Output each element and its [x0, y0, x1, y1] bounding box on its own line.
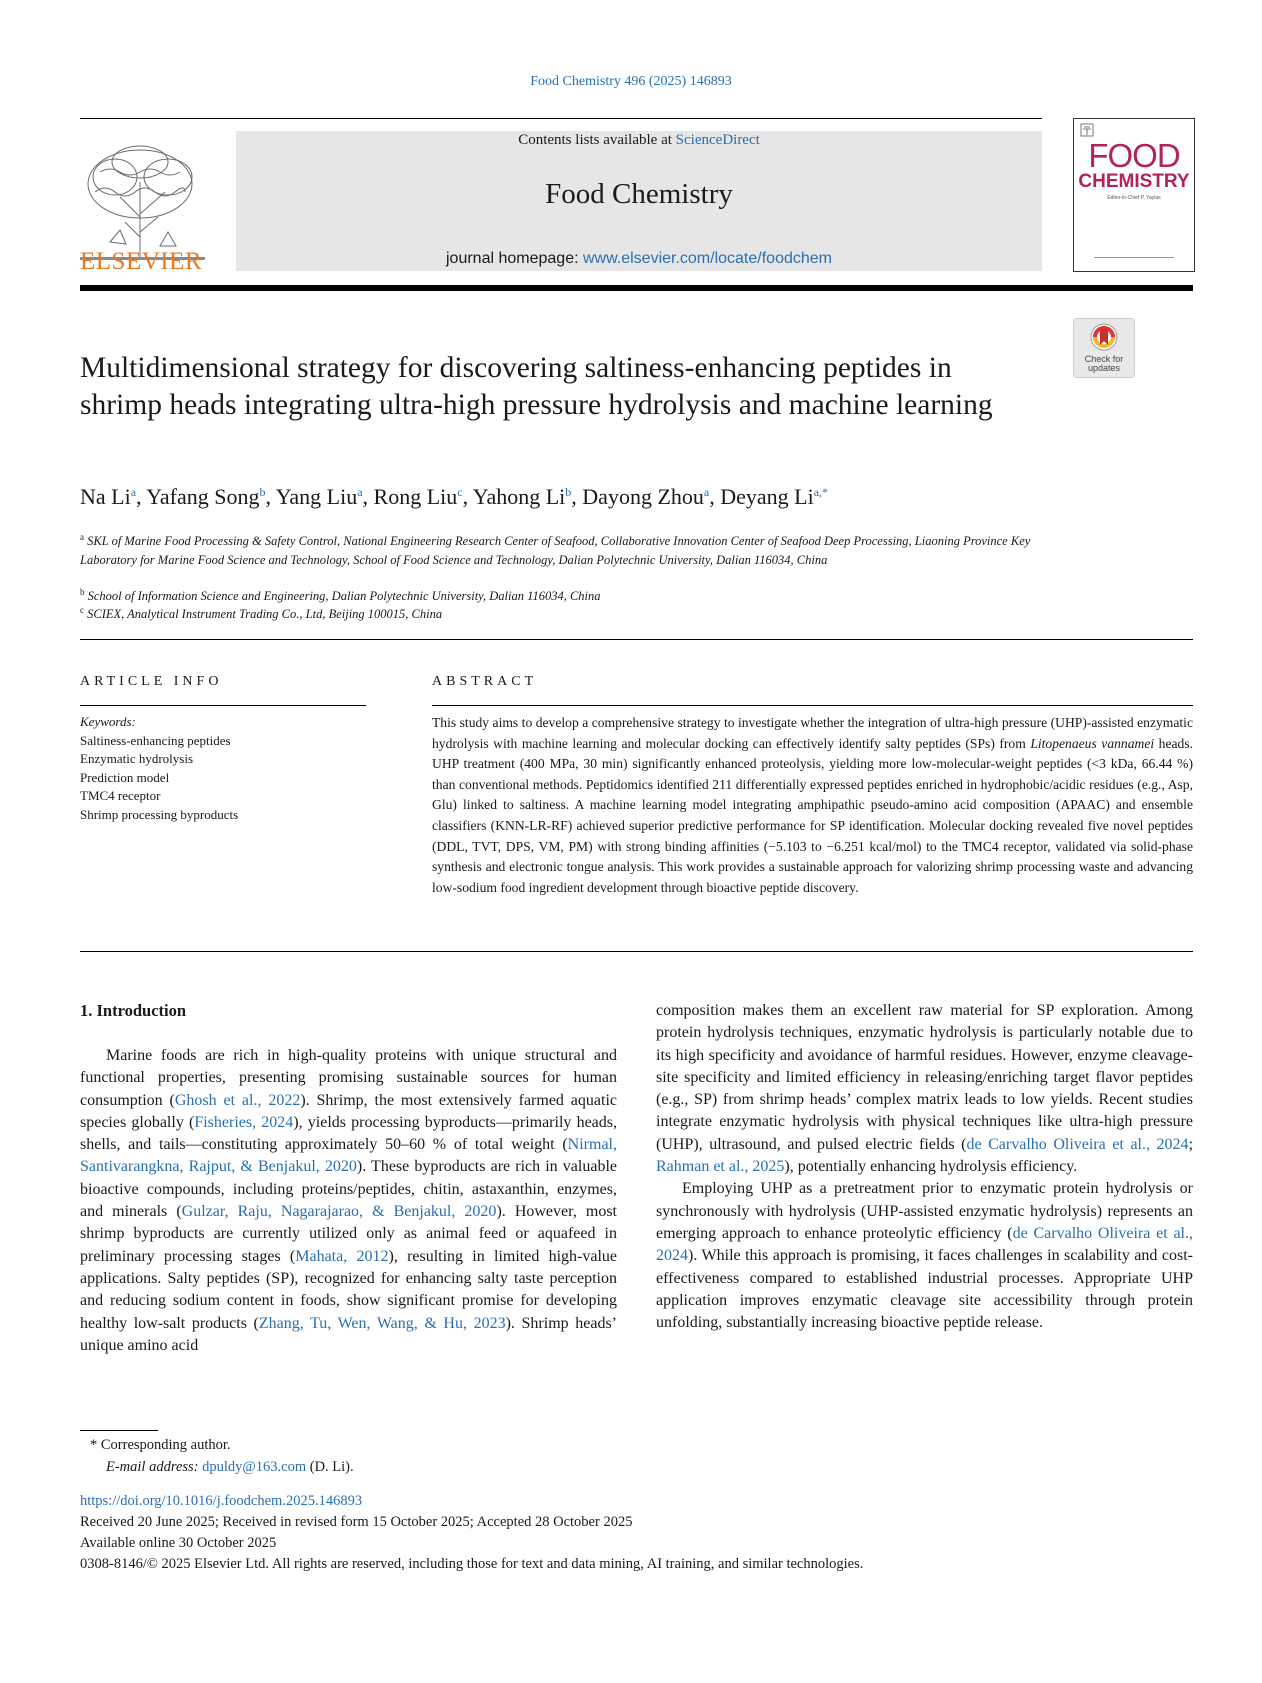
- text-run: ), potentially enhancing hydrolysis efficiency.: [784, 1158, 1078, 1176]
- check-for-updates-button[interactable]: [1073, 318, 1135, 378]
- affiliation-mark: c: [80, 605, 84, 615]
- check-updates-label-1: Check for: [1084, 354, 1124, 364]
- email-label: E-mail address:: [106, 1459, 199, 1475]
- bookmark-check-icon: [1089, 322, 1119, 354]
- body-column-right: [656, 1000, 1193, 1334]
- author-name[interactable]: Yafang Song: [146, 484, 260, 509]
- keyword-item: Shrimp processing byproducts: [80, 806, 239, 822]
- affiliation-text: SCIEX, Analytical Instrument Trading Co., Ltd, Beijing 100015, China: [87, 607, 443, 622]
- keyword-item: Prediction model: [80, 769, 170, 785]
- author-list: Na Li$^a$, Yafang Song$^b$, Yang Liu$^a$, Rong Liu$^c$, Yahong Li$^b$, Dayong Zhou$^a$, Deyang $Li^{a,*}$: [80, 484, 829, 509]
- citation-link[interactable]: Nirmal, Santivarangkna, Rajput, & Benjakul, 2020: [80, 1136, 617, 1176]
- text-run: ). However, most shrimp byproducts are currently utilized only as animal feed or aquafeed in preliminary processing stages (: [80, 1203, 618, 1265]
- author-affiliation-mark[interactable]: a: [703, 485, 710, 499]
- author-affiliation-mark[interactable]: b: [565, 485, 572, 499]
- elsevier-wordmark: ELSEVIER: [80, 248, 203, 275]
- text-run: Marine foods are rich in high-quality proteins with unique structural and functional properties, presenting promising sustainable sources for human consumption (: [80, 1047, 617, 1109]
- corresponding-author-label: * Corresponding author.: [90, 1437, 231, 1453]
- article-info-rule: [80, 705, 366, 706]
- affiliation-a: [80, 528, 1040, 570]
- journal-name: Food Chemistry: [545, 178, 733, 210]
- check-updates-label: [1074, 355, 1134, 373]
- cover-editor: Editor-in-Chief P. Yaylas: [1107, 195, 1161, 201]
- doi-link[interactable]: https://doi.org/10.1016/j.foodchem.2025.146893: [80, 1493, 363, 1509]
- intro-paragraph: [656, 1178, 1193, 1334]
- email-link[interactable]: dpuldy@163.com: [202, 1459, 307, 1475]
- elsevier-mini-logo-icon: [1080, 123, 1094, 137]
- contents-line: [236, 132, 1042, 149]
- section-rule: [80, 639, 1193, 640]
- text-run: ). While this approach is promising, it faces challenges in scalability and cost-effectiveness compared to established industrial processes. Appropriate UHP application improves enzymatic cleavage site accessibility through protein unfolding, substantially increasing bioactive peptide release.: [656, 1247, 1193, 1332]
- citation-link[interactable]: de Carvalho Oliveira et al., 2024: [966, 1135, 1189, 1153]
- abstract-rule: [432, 705, 1193, 706]
- copyright-line: 0308-8146/© 2025 Elsevier Ltd. All rights are reserved, including those for text and data mining, AI training, and similar technologies.: [80, 1556, 864, 1572]
- author-name[interactable]: Na Li: [80, 484, 131, 509]
- keyword-item: Enzymatic hydrolysis: [80, 751, 194, 766]
- affiliation-text: School of Information Science and Engineering, Dalian Polytechnic University, Dalian 116034, China: [87, 589, 601, 604]
- article-info-heading: ARTICLE INFO: [80, 674, 223, 689]
- homepage-link[interactable]: www.elsevier.com/locate/foodchem: [582, 250, 832, 267]
- author-affiliation-mark[interactable]: c: [457, 485, 463, 499]
- header-thick-rule: [80, 285, 1193, 291]
- contents-prefix: Contents lists available at: [518, 132, 676, 148]
- citation-link[interactable]: Rahman et al., 2025: [656, 1158, 785, 1176]
- author-affiliation-mark[interactable]: a: [357, 485, 363, 499]
- author-name[interactable]: Rong Liu: [373, 484, 458, 509]
- keywords-label: Keywords:: [80, 714, 136, 729]
- available-online: Available online 30 October 2025: [80, 1535, 277, 1551]
- citation-link[interactable]: Ghosh et al., 2022: [174, 1091, 301, 1109]
- text-run: ). Shrimp heads’ unique amino acid: [80, 1314, 618, 1354]
- email-line: [90, 1456, 790, 1478]
- article-title: Multidimensional strategy for discovering saltiness-enhancing peptides in shrimp heads integrating ultra-high pressure hydrolysis and machine learning: [80, 352, 993, 421]
- publication-info: [80, 1491, 1193, 1575]
- keyword-item: TMC4 receptor: [80, 788, 161, 803]
- text-run: Employing UHP as a pretreatment prior to enzymatic protein hydrolysis or synchronously with hydrolysis (UHP-assisted enzymatic hydrolysis) represents an emerging approach to enhance proteolytic efficiency (: [656, 1180, 1193, 1242]
- author-affiliation-mark[interactable]: b: [259, 485, 266, 499]
- sciencedirect-link[interactable]: ScienceDirect: [675, 132, 760, 148]
- text-run: ), resulting in limited high-value applications. Salty peptides (SP), recognized for enhancing salty taste perception and reducing sodium content in foods, show significant promise for developing healthy low-salt products (: [80, 1247, 617, 1332]
- intro-paragraph-continued: [656, 1000, 1193, 1178]
- abstract-text: [432, 713, 1193, 898]
- keyword-item: Saltiness-enhancing peptides: [80, 732, 231, 748]
- cover-title-chemistry: CHEMISTRY: [1078, 171, 1190, 192]
- body-column-left: [80, 1045, 617, 1357]
- affiliation-c: [80, 601, 1040, 624]
- affiliation-mark: b: [80, 587, 85, 597]
- keywords-block: [80, 713, 370, 824]
- intro-paragraph: [80, 1045, 617, 1357]
- species-name: Litopenaeus vannamei: [1030, 735, 1155, 751]
- author-name[interactable]: Yang Liu: [275, 484, 358, 509]
- abstract-part: This study aims to develop a comprehensive strategy to investigate whether the integration of ultra-high pressure (UHP)-assisted enzymatic hydrolysis with machine learning and molecular docking can effectively identify salty peptides (SPs) from: [432, 715, 1193, 751]
- citation-link[interactable]: Zhang, Tu, Wen, Wang, & Hu, 2023: [258, 1314, 506, 1332]
- citation-link[interactable]: Mahata, 2012: [295, 1247, 389, 1265]
- corresponding-author-footnote: [90, 1434, 790, 1478]
- abstract-part: heads. UHP treatment (400 MPa, 30 min) significantly enhanced proteolysis, yielding more low-molecular-weight peptides (<3 kDa, 66.44 %) than conventional methods. Peptidomics identified 211 differentially expressed peptides enriched in hydrophobic/acidic residues (e.g., Asp, Glu) linked to saltiness. A machine learning model integrating amphipathic pseudo-amino acid composition (APAAC) and ensemble classifiers (KNN-LR-RF) achieved superior predictive performance for SP identification. Molecular docking revealed five novel peptides (DDL, TVT, DPS, VM, PM) with strong binding affinities (−5.103 to −6.251 kcal/mol) to the TMC4 receptor, validated via solid-phase synthesis and electronic tongue analysis. This work provides a sustainable approach for valorizing shrimp processing waste and advancing low-sodium food ingredient development through bioactive peptide discovery.: [432, 735, 1194, 895]
- received-dates: Received 20 June 2025; Received in revised form 15 October 2025; Accepted 28 October 2025: [80, 1514, 633, 1530]
- abstract-heading: ABSTRACT: [432, 674, 538, 689]
- affiliation-text: SKL of Marine Food Processing & Safety Control, National Engineering Research Center of Seafood, Collaborative Innovation Center of Seafood Deep Processing, Liaoning Province Key Laboratory for Marine Food Science and Technology, School of Food Science and Technology, Dalian Polytechnic University, Dalian 116034, China: [80, 534, 1031, 568]
- abstract-bottom-rule: [80, 951, 1193, 952]
- footnote-rule: [80, 1430, 158, 1431]
- journal-cover-thumbnail[interactable]: [1073, 118, 1195, 272]
- text-run: ). These byproducts are rich in valuable bioactive compounds, including proteins/peptides, chitin, astaxanthin, enzymes, and minerals (: [80, 1158, 618, 1221]
- cover-rule: [1094, 257, 1174, 258]
- introduction-heading: 1. Introduction: [80, 1001, 187, 1020]
- top-rule: [80, 118, 1042, 119]
- homepage-prefix: journal homepage:: [446, 250, 583, 267]
- citation-link[interactable]: Fisheries, 2024: [194, 1113, 294, 1131]
- text-run: composition makes them an excellent raw material for SP exploration. Among protein hydrolysis techniques, enzymatic hydrolysis is particularly notable due to its high specificity and avoidance of harmful residues. However, enzyme cleavage-site specificity and limited efficiency in releasing/enriching target flavor peptides (e.g., SP) from shrimp heads’ complex matrix leads to low yields. Recent studies integrate enzymatic hydrolysis with physical techniques like ultra-high pressure (UHP), ultrasound, and pulsed electric fields (: [656, 1002, 1193, 1153]
- author-name[interactable]: Yahong Li: [472, 484, 566, 509]
- text-run: ), yields processing byproducts—primarily heads, shells, and tails—constituting approximately 50–60 % of total weight (: [80, 1113, 617, 1154]
- citation-link[interactable]: de Carvalho Oliveira et al., 2024: [656, 1224, 1193, 1265]
- cover-title-food: FOOD: [1088, 137, 1180, 174]
- journal-reference[interactable]: Food Chemistry 496 (2025) 146893: [530, 74, 732, 89]
- text-run: ;: [1188, 1135, 1194, 1153]
- author-name[interactable]: Deyang Li: [720, 484, 814, 509]
- homepage-line: [236, 250, 1042, 268]
- check-updates-label-2: updates: [1087, 363, 1121, 373]
- citation-link[interactable]: Gulzar, Raju, Nagarajarao, & Benjakul, 2020: [181, 1203, 497, 1221]
- affiliation-mark: a: [80, 532, 84, 542]
- email-suffix: (D. Li).: [306, 1459, 354, 1475]
- author-affiliation-mark[interactable]: a,*: [813, 485, 829, 499]
- author-name[interactable]: Dayong Zhou: [582, 484, 704, 509]
- author-affiliation-mark[interactable]: a: [130, 485, 137, 499]
- text-run: ). Shrimp, the most extensively farmed aquatic species globally (: [80, 1091, 617, 1131]
